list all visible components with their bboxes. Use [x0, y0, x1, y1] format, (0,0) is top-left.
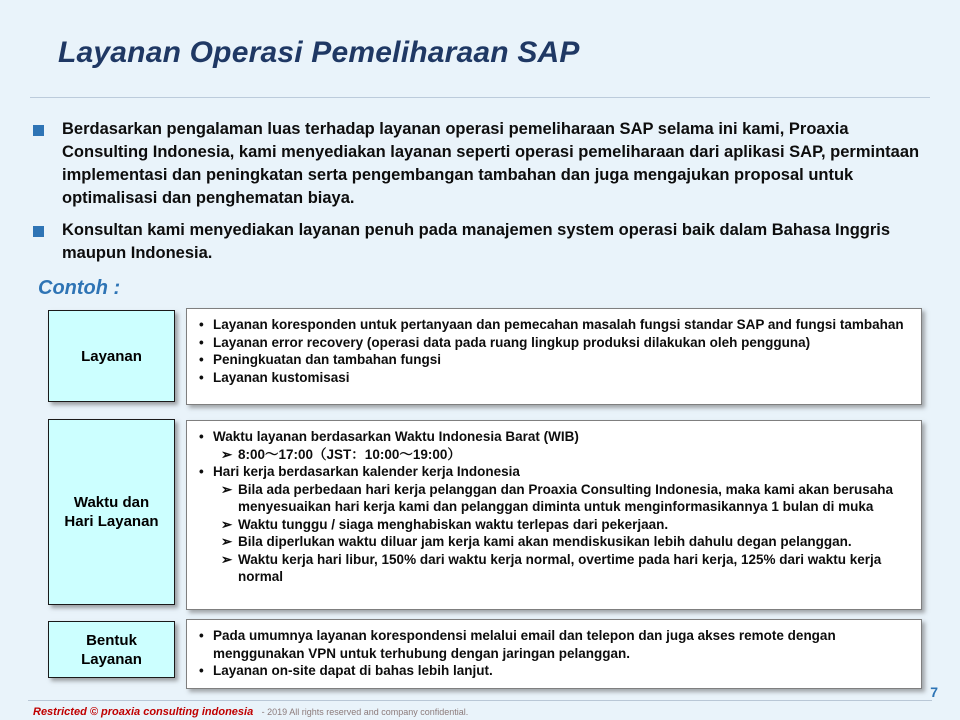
- row-label-text: Bentuk: [86, 631, 137, 649]
- square-bullet-icon: [33, 226, 44, 237]
- sub-list-item: [199, 516, 909, 534]
- row-label-waktu-hari: [48, 419, 175, 605]
- list-item-text: Layanan kustomisasi: [213, 369, 350, 385]
- arrow-bullet-icon: ➢: [221, 446, 233, 462]
- bullet-icon: •: [199, 663, 204, 678]
- list-item-text: Waktu layanan berdasarkan Waktu Indonesia Barat (WIB): [213, 429, 579, 444]
- intro-bullet-1: [33, 118, 930, 210]
- list-item-text: Pada umumnya layanan korespondensi melalui email dan telepon dan juga akses remote dengan menggunakan VPN untuk terhubung dengan jaringan pelanggan.: [213, 628, 836, 661]
- bullet-icon: •: [199, 334, 204, 350]
- footer: [33, 702, 468, 720]
- row-label-bentuk: [48, 621, 175, 678]
- intro-section: [33, 118, 930, 274]
- list-item: [199, 428, 909, 446]
- list-item: [199, 351, 909, 369]
- sub-list-item: [199, 446, 909, 464]
- list-item: [199, 334, 909, 352]
- list-item-text: Layanan koresponden untuk pertanyaan dan pemecahan masalah fungsi standar SAP and fungsi tambahan: [213, 317, 904, 332]
- sub-list-item-text: Bila ada perbedaan hari kerja pelanggan dan Proaxia Consulting Indonesia, maka kami akan berusaha menyesuaikan hari kerja kami dan pelanggan diminta untuk menginformasikannya 1 bulan di muka: [238, 481, 893, 514]
- list-item-text: Peningkuatan dan tambahan fungsi: [213, 352, 442, 367]
- sub-list-item: [199, 551, 909, 586]
- list-item: [199, 369, 909, 387]
- page-title: Layanan Operasi Pemeliharaan SAP: [58, 36, 580, 69]
- sub-list-item-text: Waktu kerja hari libur, 150% dari waktu kerja normal, overtime pada hari kerja, 125% dari waktu kerja normal: [238, 551, 882, 584]
- intro-bullet-2-text: Konsultan kami menyediakan layanan penuh pada manajemen system operasi baik dalam Bahasa Inggris maupun Indonesia.: [62, 221, 891, 262]
- bullet-icon: •: [199, 317, 204, 332]
- bullet-icon: •: [199, 429, 204, 444]
- bullet-icon: •: [199, 464, 204, 479]
- arrow-bullet-icon: ➢: [221, 534, 233, 549]
- arrow-bullet-icon: ➢: [221, 516, 233, 532]
- page-number: 7: [930, 684, 938, 700]
- row-label-text: Layanan: [81, 650, 142, 668]
- list-item-text: Layanan on-site dapat di bahas lebih lanjut.: [213, 663, 493, 678]
- row-content-layanan: [186, 308, 922, 405]
- row-label-text: Hari Layanan: [64, 513, 159, 530]
- arrow-bullet-icon: ➢: [221, 481, 233, 497]
- sub-list-item: [199, 481, 909, 516]
- footer-divider: [28, 700, 932, 701]
- row-label-text: Waktu dan: [73, 494, 150, 511]
- arrow-bullet-icon: ➢: [221, 551, 233, 567]
- bullet-icon: •: [199, 628, 204, 643]
- list-item: [199, 463, 909, 481]
- footer-restricted-text: Restricted © proaxia consulting indonesia: [33, 706, 254, 718]
- sub-list-item: [199, 533, 909, 551]
- list-item: [199, 627, 909, 662]
- title-divider: [30, 97, 930, 98]
- list-item-text: Hari kerja berdasarkan kalender kerja Indonesia: [213, 464, 520, 479]
- row-content-bentuk: [186, 619, 922, 689]
- list-item: [199, 662, 909, 680]
- intro-bullet-2: [33, 219, 930, 265]
- sub-list-item-text: 8:00～17:00（JST：10:00～19:00）: [238, 446, 461, 462]
- row-label-layanan: [48, 310, 175, 402]
- list-item: [199, 316, 909, 334]
- list-item-text: Layanan error recovery (operasi data pada ruang lingkup produksi dilakukan oleh pengguna): [213, 334, 811, 350]
- row-content-waktu-hari: [186, 420, 922, 610]
- footer-rights-text: - 2019 All rights reserved and company confidential.: [261, 707, 469, 717]
- square-bullet-icon: [33, 125, 44, 136]
- intro-bullet-1-text: Berdasarkan pengalaman luas terhadap layanan operasi pemeliharaan SAP selama ini kami, Proaxia Consulting Indonesia, kami menyediakan layanan seperti operasi pemeliharaan dari aplikasi SAP, permintaan implementasi dan peningkatan serta pengembangan tambahan dan juga mengajukan proposal untuk optimalisasi dan penghematan biaya.: [62, 120, 920, 207]
- bullet-icon: •: [199, 369, 204, 385]
- sub-list-item-text: Waktu tunggu / siaga menghabiskan waktu terlepas dari pekerjaan.: [238, 516, 669, 532]
- sub-list-item-text: Bila diperlukan waktu diluar jam kerja kami akan mendiskusikan lebih dahulu degan pelanggan.: [238, 534, 852, 549]
- row-label-text: Layanan: [81, 347, 142, 365]
- contoh-label: Contoh :: [38, 277, 121, 299]
- bullet-icon: •: [199, 352, 204, 367]
